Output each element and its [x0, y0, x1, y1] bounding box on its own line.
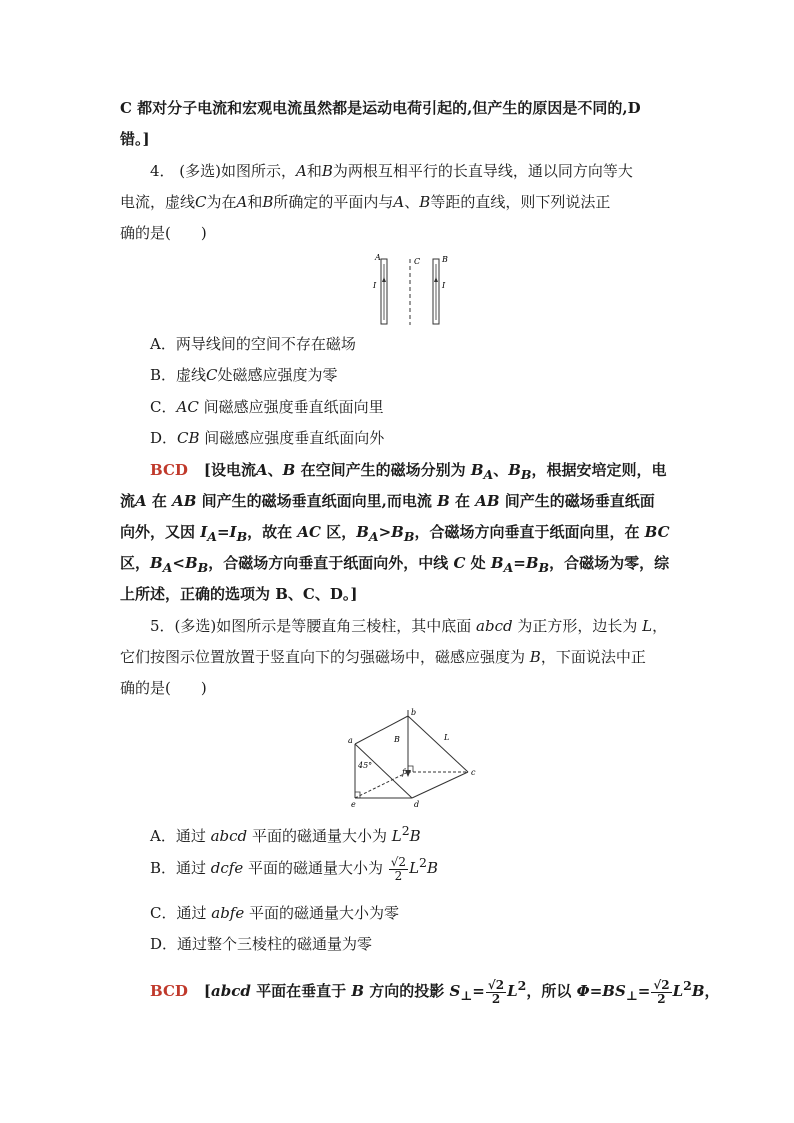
label-i2: I: [442, 281, 446, 290]
label-e: e: [351, 800, 356, 809]
q4-explain-1: BCD [设电流A、B 在空间产生的磁场分别为 $B_A$、$B_B$，根据安培定则，电: [150, 461, 667, 482]
label-b: b: [411, 708, 417, 717]
label-a: a: [348, 736, 353, 745]
q5-option-c: C．通过 abfe 平面的磁通量大小为零: [150, 904, 400, 922]
q4-option-a: A．两导线间的空间不存在磁场: [150, 335, 356, 353]
label-c: c: [471, 768, 476, 777]
label-l: L: [444, 733, 450, 742]
label-field-b: B: [394, 735, 400, 744]
q5-line-1: 5．(多选)如图所示是等腰直角三棱柱，其中底面 abcd 为正方形，边长为 L，: [150, 617, 668, 635]
q5-option-b: B．通过 dcfe 平面的磁通量大小为 $\frac{√2}{2}$ $L^2B$: [150, 854, 439, 883]
label-c: C: [414, 257, 421, 266]
q5-line-3: 确的是( ): [120, 679, 207, 697]
label-angle: 45°: [358, 761, 373, 770]
q4-line-3: 确的是( ): [120, 224, 207, 242]
paragraph-line-2: 错。]: [120, 130, 150, 148]
q4-option-d: D．CB 间磁感应强度垂直纸面向外: [150, 429, 385, 447]
paragraph-line-1: C 都对分子电流和宏观电流虽然都是运动电荷引起的,但产生的原因是不同的,D: [120, 99, 641, 117]
q4-option-c: C．AC 间磁感应强度垂直纸面向里: [150, 398, 384, 416]
q4-line-1: 4． (多选)如图所示，A和B为两根互相平行的长直导线，通以同方向等大: [150, 162, 633, 180]
q4-answer: BCD: [150, 461, 188, 479]
label-b: B: [442, 255, 448, 264]
q4-figure: [365, 252, 455, 327]
q4-explain-3: 向外，又因 $I_A=I_B$，故在 AC 区，$B_A>B_B$，合磁场方向垂直于纸面向里，在 BC: [120, 523, 670, 544]
q5-option-a: A．通过 abcd 平面的磁通量大小为 $L^2B$: [150, 823, 421, 845]
label-d: d: [414, 800, 420, 809]
label-f: f: [402, 768, 405, 777]
q4-option-b: B．虚线C处磁感应强度为零: [150, 366, 338, 384]
q5-figure: [340, 706, 485, 814]
label-a: A: [375, 253, 381, 262]
label-i1: I: [373, 281, 377, 290]
q4-explain-2: 流A 在 AB 间产生的磁场垂直纸面向里,而电流 B 在 AB 间产生的磁场垂直纸面: [120, 492, 655, 510]
q5-line-2: 它们按图示位置放置于竖直向下的匀强磁场中，磁感应强度为 B，下面说法中正: [120, 648, 646, 666]
q4-explain-5: 上所述，正确的选项为 B、C、D。]: [120, 585, 358, 603]
q4-line-2: 电流，虚线C为在A和B所确定的平面内与A、B等距的直线，则下列说法正: [120, 193, 611, 211]
q5-option-d: D．通过整个三棱柱的磁通量为零: [150, 935, 373, 953]
q5-explain-1: BCD [abcd 平面在垂直于 B 方向的投影 $S_\perp=$ $\frac{√2}{2}$ $L^2$，所以 $\Phi=BS_\perp=$ $\frac{√2}{2}$ $L^2B$，: [150, 977, 720, 1006]
q5-answer: BCD: [150, 982, 188, 1000]
q4-explain-4: 区，$B_A<B_B$，合磁场方向垂直于纸面向外，中线 C 处 $B_A=B_B$，合磁场为零，综: [120, 554, 670, 575]
